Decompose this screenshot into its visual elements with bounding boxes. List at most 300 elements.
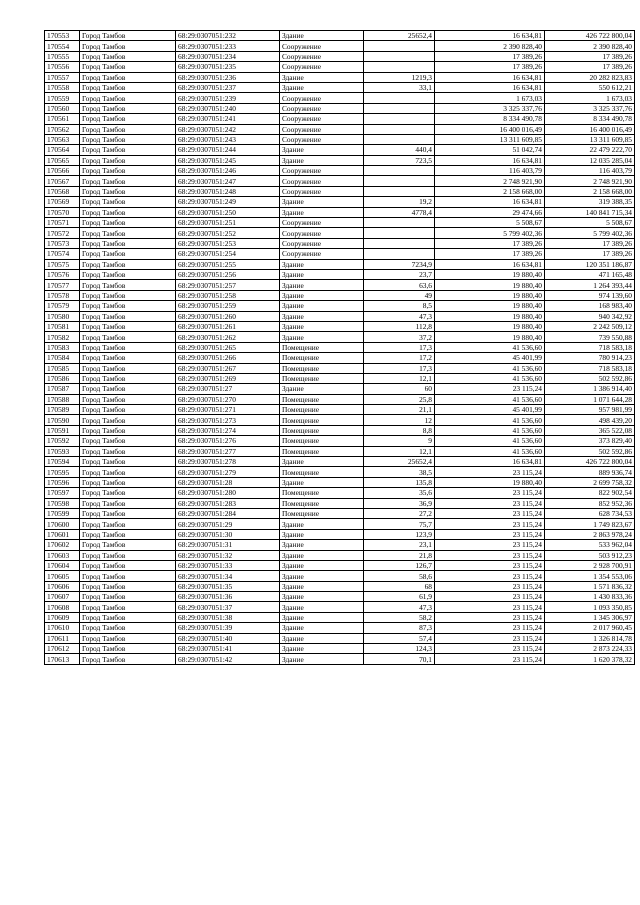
cadastral-value-cell: 1 345 306,97: [545, 612, 635, 622]
table-row: [45, 93, 635, 103]
row-number-cell: 170565: [45, 155, 80, 165]
table-row: [45, 301, 635, 311]
area-cell: [364, 238, 435, 248]
cadastral-value-cell: 5 508,67: [545, 218, 635, 228]
cadastral-number-cell: 68:29:0307051:244: [176, 145, 280, 155]
cadastral-number-cell: 68:29:0307051:42: [176, 654, 280, 664]
area-cell: 25652,4: [364, 457, 435, 467]
table-row: [45, 72, 635, 82]
cadastral-number-cell: 68:29:0307051:267: [176, 363, 280, 373]
cadastral-number-cell: 68:29:0307051:260: [176, 311, 280, 321]
row-number-cell: 170556: [45, 62, 80, 72]
table-row: [45, 249, 635, 259]
area-cell: 63,6: [364, 280, 435, 290]
object-type-cell: Сооружение: [280, 93, 364, 103]
city-name-cell: Город Тамбов: [80, 581, 176, 591]
area-cell: [364, 166, 435, 176]
table-row: [45, 550, 635, 560]
specific-value-cell: 16 634,81: [435, 31, 545, 41]
specific-value-cell: 3 325 337,76: [435, 103, 545, 113]
object-type-cell: Сооружение: [280, 41, 364, 51]
table-row: [45, 145, 635, 155]
object-type-cell: Сооружение: [280, 103, 364, 113]
area-cell: 25,8: [364, 394, 435, 404]
cadastral-value-cell: 780 914,23: [545, 353, 635, 363]
row-number-cell: 170601: [45, 529, 80, 539]
cadastral-value-cell: 1 749 823,67: [545, 519, 635, 529]
city-name-cell: Город Тамбов: [80, 405, 176, 415]
cadastral-table: [44, 30, 635, 665]
row-number-cell: 170577: [45, 280, 80, 290]
row-number-cell: 170580: [45, 311, 80, 321]
cadastral-value-cell: 1 571 836,32: [545, 581, 635, 591]
specific-value-cell: 23 115,24: [435, 540, 545, 550]
area-cell: 58,2: [364, 612, 435, 622]
row-number-cell: 170602: [45, 540, 80, 550]
object-type-cell: Здание: [280, 259, 364, 269]
specific-value-cell: 5 799 402,36: [435, 228, 545, 238]
cadastral-value-cell: 1 093 350,85: [545, 602, 635, 612]
table-row: [45, 602, 635, 612]
object-type-cell: Помещение: [280, 415, 364, 425]
object-type-cell: Помещение: [280, 342, 364, 352]
table-row: [45, 218, 635, 228]
object-type-cell: Сооружение: [280, 114, 364, 124]
object-type-cell: Здание: [280, 301, 364, 311]
row-number-cell: 170554: [45, 41, 80, 51]
cadastral-value-cell: 22 479 222,70: [545, 145, 635, 155]
row-number-cell: 170574: [45, 249, 80, 259]
cadastral-number-cell: 68:29:0307051:269: [176, 373, 280, 383]
object-type-cell: Помещение: [280, 488, 364, 498]
cadastral-number-cell: 68:29:0307051:270: [176, 394, 280, 404]
specific-value-cell: 23 115,24: [435, 508, 545, 518]
table-row: [45, 238, 635, 248]
area-cell: 9: [364, 436, 435, 446]
specific-value-cell: 23 115,24: [435, 654, 545, 664]
row-number-cell: 170584: [45, 353, 80, 363]
area-cell: 23,7: [364, 269, 435, 279]
area-cell: [364, 93, 435, 103]
specific-value-cell: 17 389,26: [435, 62, 545, 72]
row-number-cell: 170566: [45, 166, 80, 176]
cadastral-value-cell: 319 388,35: [545, 197, 635, 207]
cadastral-value-cell: 2 873 224,33: [545, 644, 635, 654]
table-row: [45, 280, 635, 290]
cadastral-number-cell: 68:29:0307051:242: [176, 124, 280, 134]
specific-value-cell: 41 536,60: [435, 446, 545, 456]
object-type-cell: Здание: [280, 269, 364, 279]
table-row: [45, 508, 635, 518]
area-cell: 7234,9: [364, 259, 435, 269]
table-row: [45, 446, 635, 456]
area-cell: [364, 51, 435, 61]
object-type-cell: Помещение: [280, 446, 364, 456]
city-name-cell: Город Тамбов: [80, 82, 176, 92]
cadastral-number-cell: 68:29:0307051:261: [176, 321, 280, 331]
city-name-cell: Город Тамбов: [80, 41, 176, 51]
cadastral-number-cell: 68:29:0307051:277: [176, 446, 280, 456]
cadastral-number-cell: 68:29:0307051:34: [176, 571, 280, 581]
city-name-cell: Город Тамбов: [80, 62, 176, 72]
specific-value-cell: 19 880,40: [435, 269, 545, 279]
object-type-cell: Здание: [280, 321, 364, 331]
city-name-cell: Город Тамбов: [80, 477, 176, 487]
area-cell: 12,1: [364, 446, 435, 456]
cadastral-number-cell: 68:29:0307051:33: [176, 560, 280, 570]
specific-value-cell: 23 115,24: [435, 644, 545, 654]
city-name-cell: Город Тамбов: [80, 436, 176, 446]
specific-value-cell: 51 042,74: [435, 145, 545, 155]
area-cell: 47,3: [364, 311, 435, 321]
object-type-cell: Здание: [280, 654, 364, 664]
city-name-cell: Город Тамбов: [80, 498, 176, 508]
row-number-cell: 170600: [45, 519, 80, 529]
cadastral-number-cell: 68:29:0307051:37: [176, 602, 280, 612]
table-row: [45, 176, 635, 186]
object-type-cell: Здание: [280, 207, 364, 217]
object-type-cell: Помещение: [280, 425, 364, 435]
city-name-cell: Город Тамбов: [80, 529, 176, 539]
area-cell: 36,9: [364, 498, 435, 508]
specific-value-cell: 23 115,24: [435, 592, 545, 602]
city-name-cell: Город Тамбов: [80, 519, 176, 529]
row-number-cell: 170569: [45, 197, 80, 207]
area-cell: 440,4: [364, 145, 435, 155]
specific-value-cell: 41 536,60: [435, 363, 545, 373]
row-number-cell: 170578: [45, 290, 80, 300]
cadastral-value-cell: 2 928 700,91: [545, 560, 635, 570]
city-name-cell: Город Тамбов: [80, 218, 176, 228]
cadastral-number-cell: 68:29:0307051:252: [176, 228, 280, 238]
area-cell: [364, 218, 435, 228]
object-type-cell: Здание: [280, 550, 364, 560]
specific-value-cell: 23 115,24: [435, 498, 545, 508]
table-row: [45, 51, 635, 61]
specific-value-cell: 41 536,60: [435, 373, 545, 383]
cadastral-value-cell: 1 673,03: [545, 93, 635, 103]
cadastral-value-cell: 822 902,54: [545, 488, 635, 498]
table-row: [45, 41, 635, 51]
cadastral-value-cell: 17 389,26: [545, 62, 635, 72]
city-name-cell: Город Тамбов: [80, 301, 176, 311]
cadastral-value-cell: 1 386 914,40: [545, 384, 635, 394]
object-type-cell: Сооружение: [280, 249, 364, 259]
specific-value-cell: 19 880,40: [435, 311, 545, 321]
area-cell: 723,5: [364, 155, 435, 165]
cadastral-number-cell: 68:29:0307051:256: [176, 269, 280, 279]
cadastral-value-cell: 8 334 490,78: [545, 114, 635, 124]
row-number-cell: 170603: [45, 550, 80, 560]
object-type-cell: Сооружение: [280, 166, 364, 176]
specific-value-cell: 23 115,24: [435, 519, 545, 529]
cadastral-value-cell: 940 342,92: [545, 311, 635, 321]
specific-value-cell: 116 403,79: [435, 166, 545, 176]
cadastral-number-cell: 68:29:0307051:38: [176, 612, 280, 622]
cadastral-value-cell: 1 326 814,78: [545, 633, 635, 643]
table-row: [45, 166, 635, 176]
row-number-cell: 170605: [45, 571, 80, 581]
city-name-cell: Город Тамбов: [80, 114, 176, 124]
cadastral-number-cell: 68:29:0307051:255: [176, 259, 280, 269]
area-cell: 87,3: [364, 623, 435, 633]
specific-value-cell: 16 400 016,49: [435, 124, 545, 134]
cadastral-value-cell: 426 722 800,04: [545, 31, 635, 41]
table-row: [45, 488, 635, 498]
cadastral-value-cell: 16 400 016,49: [545, 124, 635, 134]
area-cell: 27,2: [364, 508, 435, 518]
city-name-cell: Город Тамбов: [80, 384, 176, 394]
city-name-cell: Город Тамбов: [80, 176, 176, 186]
specific-value-cell: 8 334 490,78: [435, 114, 545, 124]
cadastral-value-cell: 533 962,04: [545, 540, 635, 550]
city-name-cell: Город Тамбов: [80, 654, 176, 664]
table-row: [45, 571, 635, 581]
city-name-cell: Город Тамбов: [80, 332, 176, 342]
row-number-cell: 170567: [45, 176, 80, 186]
area-cell: 35,6: [364, 488, 435, 498]
cadastral-value-cell: 365 522,08: [545, 425, 635, 435]
city-name-cell: Город Тамбов: [80, 93, 176, 103]
specific-value-cell: 23 115,24: [435, 602, 545, 612]
specific-value-cell: 2 390 828,40: [435, 41, 545, 51]
row-number-cell: 170560: [45, 103, 80, 113]
cadastral-number-cell: 68:29:0307051:235: [176, 62, 280, 72]
table-row: [45, 228, 635, 238]
cadastral-number-cell: 68:29:0307051:279: [176, 467, 280, 477]
cadastral-number-cell: 68:29:0307051:266: [176, 353, 280, 363]
city-name-cell: Город Тамбов: [80, 363, 176, 373]
city-name-cell: Город Тамбов: [80, 508, 176, 518]
row-number-cell: 170581: [45, 321, 80, 331]
object-type-cell: Здание: [280, 72, 364, 82]
area-cell: 47,3: [364, 602, 435, 612]
object-type-cell: Здание: [280, 31, 364, 41]
cadastral-number-cell: 68:29:0307051:30: [176, 529, 280, 539]
cadastral-number-cell: 68:29:0307051:41: [176, 644, 280, 654]
row-number-cell: 170596: [45, 477, 80, 487]
specific-value-cell: 17 389,26: [435, 51, 545, 61]
cadastral-value-cell: 628 734,53: [545, 508, 635, 518]
area-cell: [364, 228, 435, 238]
table-row: [45, 311, 635, 321]
cadastral-value-cell: 502 592,86: [545, 446, 635, 456]
cadastral-number-cell: 68:29:0307051:284: [176, 508, 280, 518]
area-cell: [364, 176, 435, 186]
table-row: [45, 394, 635, 404]
object-type-cell: Помещение: [280, 405, 364, 415]
table-row: [45, 31, 635, 41]
cadastral-number-cell: 68:29:0307051:234: [176, 51, 280, 61]
row-number-cell: 170561: [45, 114, 80, 124]
city-name-cell: Город Тамбов: [80, 602, 176, 612]
object-type-cell: Сооружение: [280, 51, 364, 61]
cadastral-number-cell: 68:29:0307051:239: [176, 93, 280, 103]
cadastral-number-cell: 68:29:0307051:27: [176, 384, 280, 394]
cadastral-number-cell: 68:29:0307051:259: [176, 301, 280, 311]
cadastral-number-cell: 68:29:0307051:254: [176, 249, 280, 259]
cadastral-value-cell: 503 912,23: [545, 550, 635, 560]
area-cell: 4778,4: [364, 207, 435, 217]
table-row: [45, 82, 635, 92]
table-row: [45, 373, 635, 383]
city-name-cell: Город Тамбов: [80, 633, 176, 643]
specific-value-cell: 16 634,81: [435, 82, 545, 92]
object-type-cell: Здание: [280, 155, 364, 165]
specific-value-cell: 41 536,60: [435, 436, 545, 446]
specific-value-cell: 41 536,60: [435, 415, 545, 425]
row-number-cell: 170587: [45, 384, 80, 394]
cadastral-number-cell: 68:29:0307051:29: [176, 519, 280, 529]
object-type-cell: Помещение: [280, 363, 364, 373]
city-name-cell: Город Тамбов: [80, 342, 176, 352]
object-type-cell: Помещение: [280, 373, 364, 383]
object-type-cell: Здание: [280, 540, 364, 550]
object-type-cell: Сооружение: [280, 124, 364, 134]
table-row: [45, 529, 635, 539]
row-number-cell: 170590: [45, 415, 80, 425]
row-number-cell: 170586: [45, 373, 80, 383]
table-row: [45, 477, 635, 487]
cadastral-value-cell: 17 389,26: [545, 249, 635, 259]
object-type-cell: Здание: [280, 311, 364, 321]
cadastral-number-cell: 68:29:0307051:233: [176, 41, 280, 51]
table-row: [45, 384, 635, 394]
cadastral-number-cell: 68:29:0307051:251: [176, 218, 280, 228]
cadastral-number-cell: 68:29:0307051:39: [176, 623, 280, 633]
cadastral-value-cell: 1 620 378,32: [545, 654, 635, 664]
row-number-cell: 170588: [45, 394, 80, 404]
specific-value-cell: 13 311 609,85: [435, 134, 545, 144]
row-number-cell: 170558: [45, 82, 80, 92]
cadastral-value-cell: 2 158 668,00: [545, 186, 635, 196]
table-row: [45, 405, 635, 415]
specific-value-cell: 17 389,26: [435, 249, 545, 259]
cadastral-value-cell: 140 841 715,34: [545, 207, 635, 217]
cadastral-value-cell: 373 829,40: [545, 436, 635, 446]
area-cell: 124,3: [364, 644, 435, 654]
area-cell: 126,7: [364, 560, 435, 570]
cadastral-number-cell: 68:29:0307051:32: [176, 550, 280, 560]
object-type-cell: Здание: [280, 519, 364, 529]
area-cell: 8,8: [364, 425, 435, 435]
object-type-cell: Сооружение: [280, 238, 364, 248]
city-name-cell: Город Тамбов: [80, 467, 176, 477]
city-name-cell: Город Тамбов: [80, 612, 176, 622]
city-name-cell: Город Тамбов: [80, 166, 176, 176]
city-name-cell: Город Тамбов: [80, 425, 176, 435]
row-number-cell: 170598: [45, 498, 80, 508]
city-name-cell: Город Тамбов: [80, 186, 176, 196]
row-number-cell: 170557: [45, 72, 80, 82]
cadastral-number-cell: 68:29:0307051:283: [176, 498, 280, 508]
area-cell: 135,8: [364, 477, 435, 487]
specific-value-cell: 23 115,24: [435, 571, 545, 581]
row-number-cell: 170568: [45, 186, 80, 196]
area-cell: 38,5: [364, 467, 435, 477]
specific-value-cell: 19 880,40: [435, 280, 545, 290]
specific-value-cell: 5 508,67: [435, 218, 545, 228]
specific-value-cell: 23 115,24: [435, 550, 545, 560]
specific-value-cell: 16 634,81: [435, 155, 545, 165]
area-cell: 23,1: [364, 540, 435, 550]
city-name-cell: Город Тамбов: [80, 415, 176, 425]
row-number-cell: 170579: [45, 301, 80, 311]
city-name-cell: Город Тамбов: [80, 373, 176, 383]
area-cell: 17,3: [364, 363, 435, 373]
specific-value-cell: 19 880,40: [435, 332, 545, 342]
area-cell: 19,2: [364, 197, 435, 207]
table-row: [45, 114, 635, 124]
cadastral-number-cell: 68:29:0307051:236: [176, 72, 280, 82]
table-row: [45, 612, 635, 622]
area-cell: 37,2: [364, 332, 435, 342]
specific-value-cell: 23 115,24: [435, 488, 545, 498]
row-number-cell: 170582: [45, 332, 80, 342]
cadastral-number-cell: 68:29:0307051:257: [176, 280, 280, 290]
cadastral-value-cell: 1 354 553,06: [545, 571, 635, 581]
cadastral-number-cell: 68:29:0307051:247: [176, 176, 280, 186]
cadastral-value-cell: 120 351 186,87: [545, 259, 635, 269]
area-cell: 60: [364, 384, 435, 394]
table-row: [45, 197, 635, 207]
cadastral-number-cell: 68:29:0307051:243: [176, 134, 280, 144]
cadastral-number-cell: 68:29:0307051:250: [176, 207, 280, 217]
cadastral-number-cell: 68:29:0307051:237: [176, 82, 280, 92]
area-cell: [364, 134, 435, 144]
object-type-cell: Помещение: [280, 353, 364, 363]
area-cell: 57,4: [364, 633, 435, 643]
cadastral-number-cell: 68:29:0307051:249: [176, 197, 280, 207]
specific-value-cell: 16 634,81: [435, 457, 545, 467]
table-row: [45, 592, 635, 602]
area-cell: [364, 41, 435, 51]
table-row: [45, 581, 635, 591]
area-cell: [364, 103, 435, 113]
object-type-cell: Здание: [280, 623, 364, 633]
cadastral-value-cell: 2 390 828,40: [545, 41, 635, 51]
city-name-cell: Город Тамбов: [80, 446, 176, 456]
row-number-cell: 170575: [45, 259, 80, 269]
cadastral-number-cell: 68:29:0307051:35: [176, 581, 280, 591]
area-cell: 70,1: [364, 654, 435, 664]
cadastral-value-cell: 1 430 833,36: [545, 592, 635, 602]
table-row: [45, 644, 635, 654]
specific-value-cell: 2 158 668,00: [435, 186, 545, 196]
row-number-cell: 170610: [45, 623, 80, 633]
cadastral-value-cell: 2 017 960,45: [545, 623, 635, 633]
cadastral-number-cell: 68:29:0307051:258: [176, 290, 280, 300]
specific-value-cell: 19 880,40: [435, 321, 545, 331]
area-cell: 49: [364, 290, 435, 300]
area-cell: [364, 249, 435, 259]
specific-value-cell: 41 536,60: [435, 425, 545, 435]
object-type-cell: Помещение: [280, 508, 364, 518]
object-type-cell: Здание: [280, 280, 364, 290]
table-row: [45, 654, 635, 664]
row-number-cell: 170572: [45, 228, 80, 238]
area-cell: 21,1: [364, 405, 435, 415]
table-row: [45, 353, 635, 363]
row-number-cell: 170591: [45, 425, 80, 435]
cadastral-number-cell: 68:29:0307051:248: [176, 186, 280, 196]
area-cell: 12: [364, 415, 435, 425]
city-name-cell: Город Тамбов: [80, 488, 176, 498]
object-type-cell: Здание: [280, 477, 364, 487]
area-cell: 17,3: [364, 342, 435, 352]
row-number-cell: 170594: [45, 457, 80, 467]
row-number-cell: 170576: [45, 269, 80, 279]
